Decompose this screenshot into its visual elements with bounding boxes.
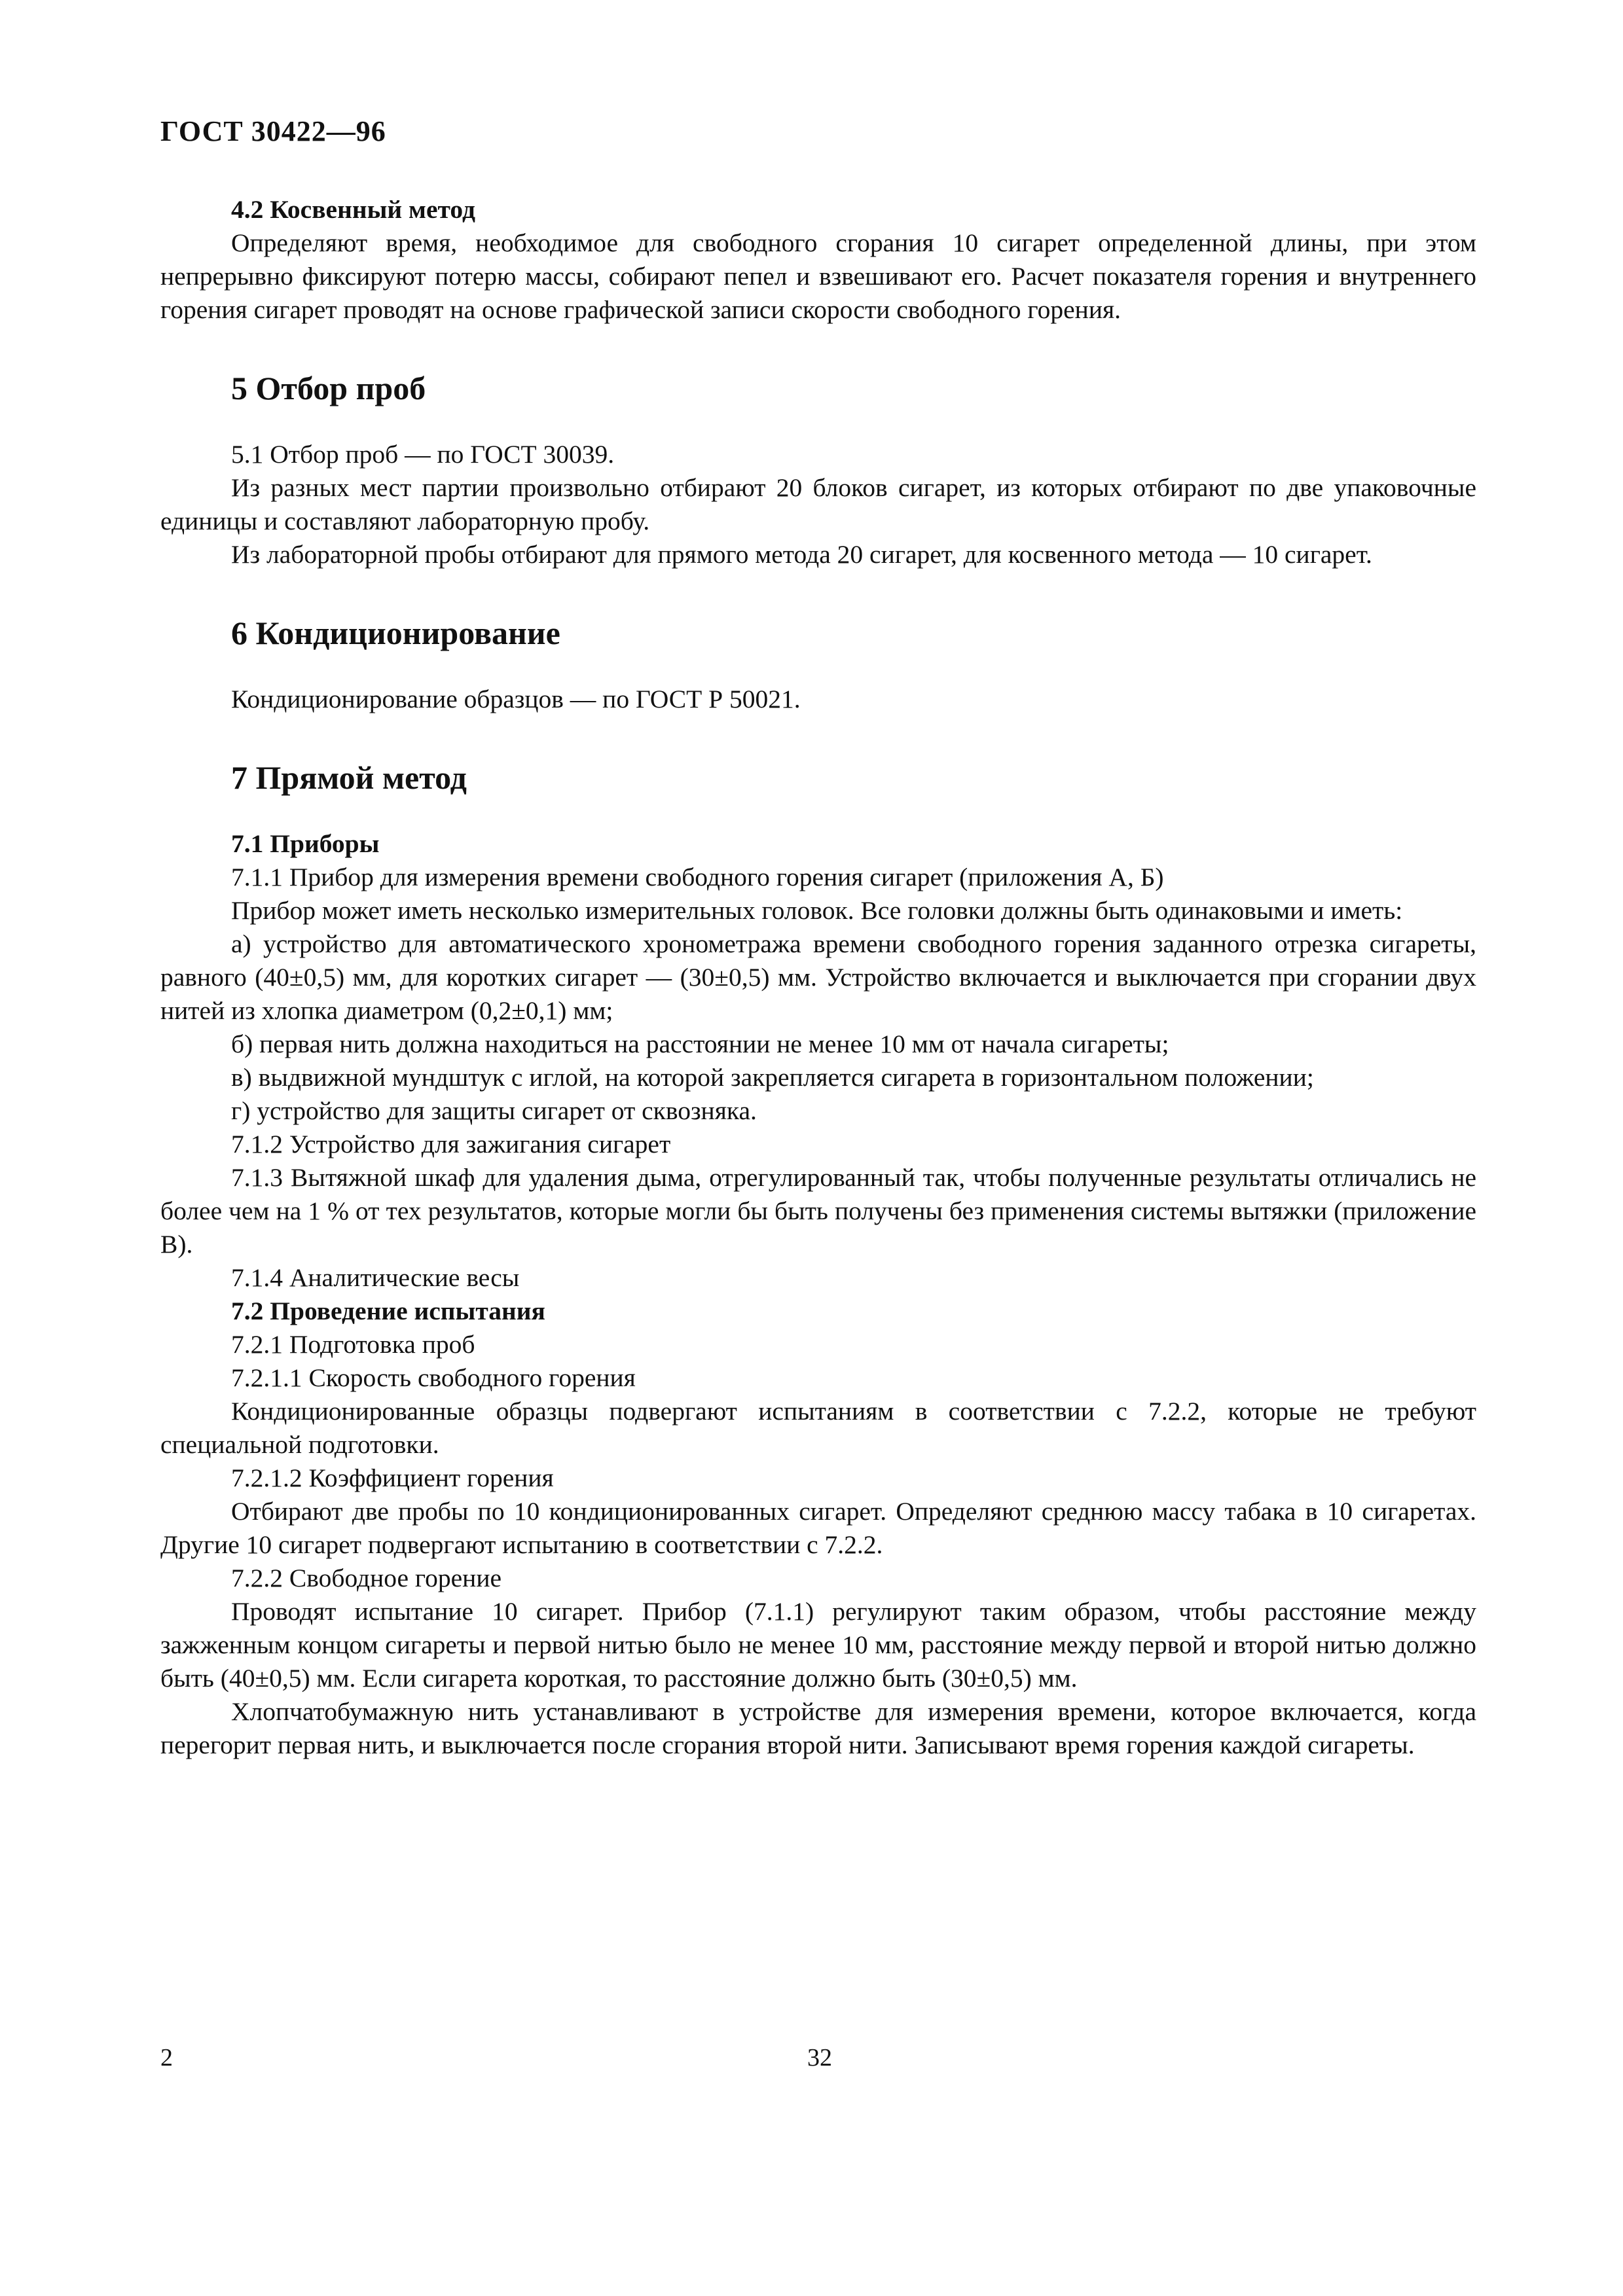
section-heading-5: 5 Отбор проб — [231, 370, 426, 406]
paragraph-7-1-4: 7.1.4 Аналитические весы — [231, 1263, 520, 1292]
page-body — [160, 193, 1476, 1762]
section-heading-6: 6 Кондиционирование — [231, 615, 560, 651]
paragraph-6-1: Кондиционирование образцов — по ГОСТ Р 50021. — [231, 685, 801, 713]
paragraph-7-1-3: 7.1.3 Вытяжной шкаф для удаления дыма, отрегулированный так, чтобы полученные результаты отличались не более чем на 1 % от тех результатов, которые могли бы быть получены без применения системы вытяжки (приложение В). — [160, 1163, 1476, 1259]
paragraph-device: Прибор может иметь несколько измерительных головок. Все головки должны быть одинаковыми и иметь: — [231, 896, 1403, 925]
paragraph-7-2-1-1: 7.2.1.1 Скорость свободного горения — [231, 1363, 636, 1392]
paragraph-thread: Хлопчатобумажную нить устанавливают в устройстве для измерения времени, которое включается, когда перегорит первая нить, и выключается после сгорания второй нити. Записывают время горения каждой сигареты. — [160, 1697, 1476, 1759]
subsection-heading-4-2: 4.2 Косвенный метод — [231, 195, 475, 224]
paragraph-5-1: 5.1 Отбор проб — по ГОСТ 30039. — [231, 440, 615, 469]
paragraph-conditioned: Кондиционированные образцы подвергают испытаниям в соответствии с 7.2.2, которые не требуют специальной подготовки. — [160, 1397, 1476, 1459]
subsection-heading-7-2: 7.2 Проведение испытания — [231, 1297, 545, 1325]
section-heading-7: 7 Прямой метод — [231, 759, 467, 796]
paragraph-7-2-1: 7.2.1 Подготовка проб — [231, 1330, 475, 1359]
list-item-g: г) устройство для защиты сигарет от сквозняка. — [231, 1096, 757, 1125]
list-item-v: в) выдвижной мундштук с иглой, на которой закрепляется сигарета в горизонтальном положении; — [231, 1063, 1314, 1092]
paragraph-5-3: Из лабораторной пробы отбирают для прямого метода 20 сигарет, для косвенного метода — 10 сигарет. — [231, 540, 1372, 569]
paragraph-7-2-2: 7.2.2 Свободное горение — [231, 1564, 501, 1592]
paragraph-5-2: Из разных мест партии произвольно отбирают 20 блоков сигарет, из которых отбирают по две упаковочные единицы и составляют лабораторную пробу. — [160, 473, 1476, 535]
paragraph-test: Проводят испытание 10 сигарет. Прибор (7.1.1) регулируют таким образом, чтобы расстояние между зажженным концом сигареты и первой нитью было не менее 10 мм, расстояние между первой и второй нитью должно быть (40±0,5) мм. Если сигарета короткая, то расстояние должно быть (30±0,5) мм. — [160, 1597, 1476, 1693]
subsection-heading-7-1: 7.1 Приборы — [231, 829, 380, 858]
page-number-center: 32 — [807, 2044, 832, 2072]
paragraph-4-2: Определяют время, необходимое для свободного сгорания 10 сигарет определенной длины, при этом непрерывно фиксируют потерю массы, собирают пепел и взвешивают его. Расчет показателя горения и внутреннего горения сигарет проводят на основе графической записи скорости свободного горения. — [160, 228, 1476, 324]
paragraph-two-samples: Отбирают две пробы по 10 кондиционированных сигарет. Определяют среднюю массу табака в 10 сигаретах. Другие 10 сигарет подвергают испытанию в соответствии с 7.2.2. — [160, 1497, 1476, 1559]
list-item-a: а) устройство для автоматического хронометража времени свободного горения заданного отрезка сигареты, равного (40±0,5) мм, для коротких сигарет — (30±0,5) мм. Устройство включается и выключается при сгорании двух нитей из хлопка диаметром (0,2±0,1) мм; — [160, 929, 1476, 1025]
paragraph-7-2-1-2: 7.2.1.2 Коэффициент горения — [231, 1463, 554, 1492]
list-item-b: б) первая нить должна находиться на расстоянии не менее 10 мм от начала сигареты; — [231, 1030, 1169, 1058]
paragraph-7-1-2: 7.1.2 Устройство для зажигания сигарет — [231, 1130, 671, 1158]
paragraph-7-1-1: 7.1.1 Прибор для измерения времени свободного горения сигарет (приложения А, Б) — [231, 863, 1164, 891]
page-number-left: 2 — [160, 2044, 173, 2072]
running-title: ГОСТ 30422—96 — [160, 115, 386, 147]
